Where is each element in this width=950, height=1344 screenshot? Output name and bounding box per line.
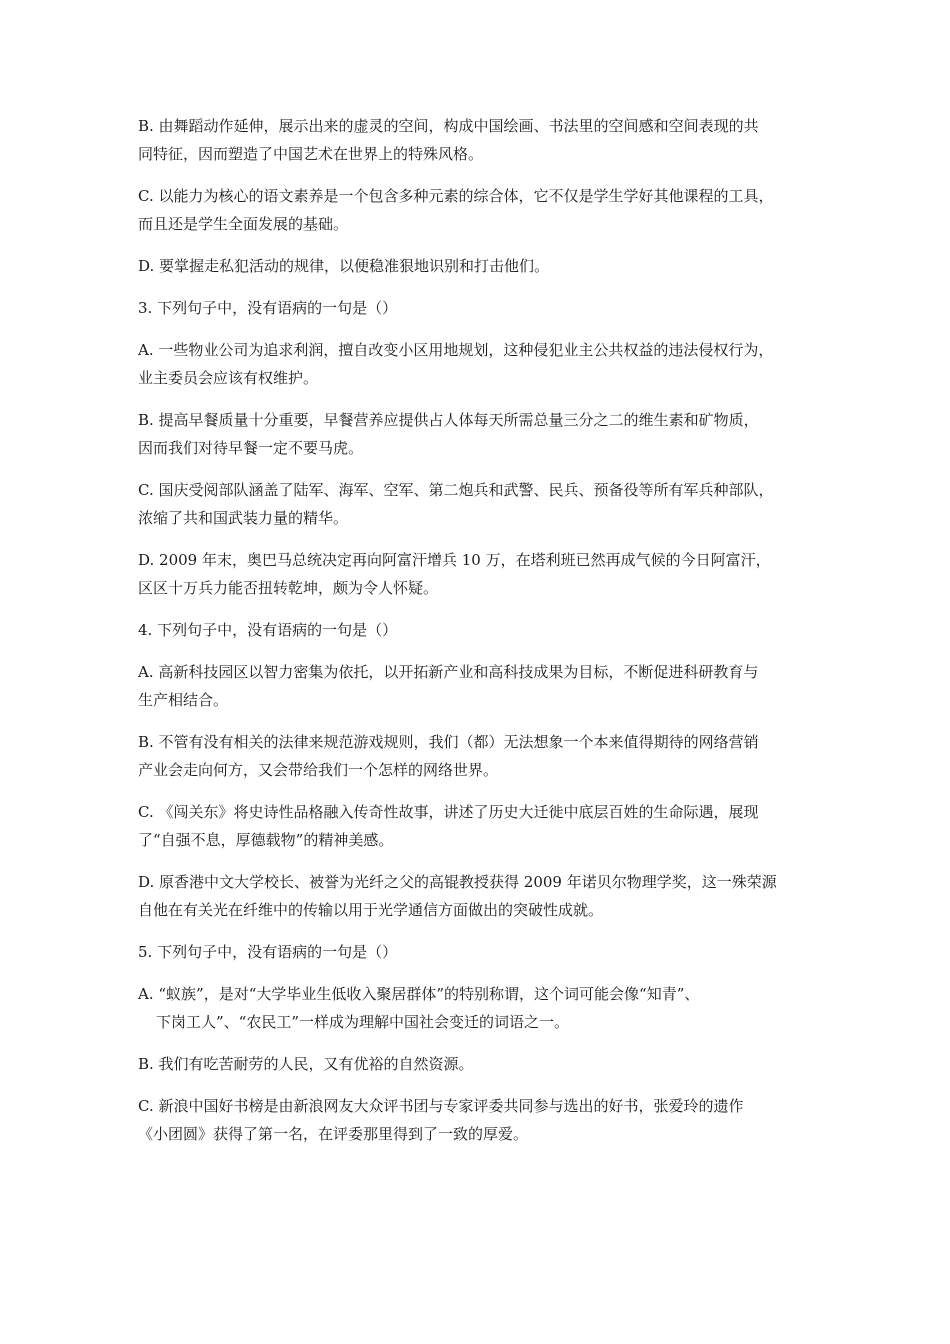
q3-option-b-line-2: 因而我们对待早餐一定不要马虎。 [138,439,364,457]
q3-option-b-line-1: B. 提高早餐质量十分重要，早餐营养应提供占人体每天所需总量三分之二的维生素和矿物质， [138,411,759,429]
q2-option-c [138,182,818,238]
q2-option-d [138,252,818,280]
q5-option-a-line-2: 下岗工人”、“农民工”一样成为理解中国社会变迁的词语之一。 [156,1013,570,1031]
q3-option-d-line-2: 区区十万兵力能否扭转乾坤，颇为令人怀疑。 [138,579,439,597]
q4-prompt: 4. 下列句子中，没有语病的一句是（） [138,621,398,639]
q3-option-a [138,336,818,392]
q2-option-d-line-1: D. 要掌握走私犯活动的规律，以便稳准狠地识别和打击他们。 [138,257,550,275]
q3-option-c-line-1: C. 国庆受阅部队涵盖了陆军、海军、空军、第二炮兵和武警、民兵、预备役等所有军兵种部队， [138,481,774,499]
q2-option-b-line-1: B. 由舞蹈动作延伸，展示出来的虚灵的空间，构成中国绘画、书法里的空间感和空间表现的共 [138,117,759,135]
q4-option-a-line-1: A. 高新科技园区以智力密集为依托，以开拓新产业和高科技成果为目标，不断促进科研教育与 [138,663,759,681]
q4-option-d-line-2: 自他在有关光在纤维中的传输以用于光学通信方面做出的突破性成就。 [138,901,604,919]
q4-option-a [138,658,818,714]
q4-option-b [138,728,818,784]
document-content [138,112,818,1162]
q5-option-c-line-2: 《小团圆》获得了第一名，在评委那里得到了一致的厚爱。 [138,1125,529,1143]
q2-option-c-line-1: C. 以能力为核心的语文素养是一个包含多种元素的综合体，它不仅是学生学好其他课程的工具， [138,187,774,205]
q5-option-b-line-1: B. 我们有吃苦耐劳的人民，又有优裕的自然资源。 [138,1055,474,1073]
q3-option-c [138,476,818,532]
q2-option-b-line-2: 同特征，因而塑造了中国艺术在世界上的特殊风格。 [138,145,484,163]
q4-option-d [138,868,818,924]
q5-option-c [138,1092,818,1148]
q4-option-d-line-1: D. 原香港中文大学校长、被誉为光纤之父的高锟教授获得 2009 年诺贝尔物理学奖，这一殊荣源 [138,873,777,891]
q3-option-c-line-2: 浓缩了共和国武装力量的精华。 [138,509,349,527]
q5-option-a-line-1: A. “蚁族”，是对“大学毕业生低收入聚居群体”的特别称谓，这个词可能会像“知青”、 [138,985,700,1003]
q4-option-c-line-2: 了“自强不息，厚德载物”的精神美感。 [138,831,394,849]
q4-option-b-line-2: 产业会走向何方，又会带给我们一个怎样的网络世界。 [138,761,499,779]
q3-prompt: 3. 下列句子中，没有语病的一句是（） [138,299,398,317]
q5-prompt: 5. 下列句子中，没有语病的一句是（） [138,943,398,961]
q3-option-d [138,546,818,602]
q2-option-b [138,112,818,168]
q5-option-c-line-1: C. 新浪中国好书榜是由新浪网友大众评书团与专家评委共同参与选出的好书，张爱玲的遗作 [138,1097,744,1115]
q4-option-b-line-1: B. 不管有没有相关的法律来规范游戏规则，我们（都）无法想象一个本来值得期待的网络营销 [138,733,759,751]
q3-option-b [138,406,818,462]
q4-option-c-line-1: C. 《闯关东》将史诗性品格融入传奇性故事，讲述了历史大迁徙中底层百姓的生命际遇，展现 [138,803,759,821]
q5-option-a [138,980,818,1036]
q3-option-a-line-1: A. 一些物业公司为追求利润，擅自改变小区用地规划，这种侵犯业主公共权益的违法侵权行为， [138,341,774,359]
q3-option-a-line-2: 业主委员会应该有权维护。 [138,369,319,387]
q3-option-d-line-1: D. 2009 年末，奥巴马总统决定再向阿富汗增兵 10 万，在塔利班已然再成气候的今日阿富汗， [138,551,771,569]
q4-option-a-line-2: 生产相结合。 [138,691,229,709]
q5-option-b [138,1050,818,1078]
q4-option-c [138,798,818,854]
q2-option-c-line-2: 而且还是学生全面发展的基础。 [138,215,349,233]
